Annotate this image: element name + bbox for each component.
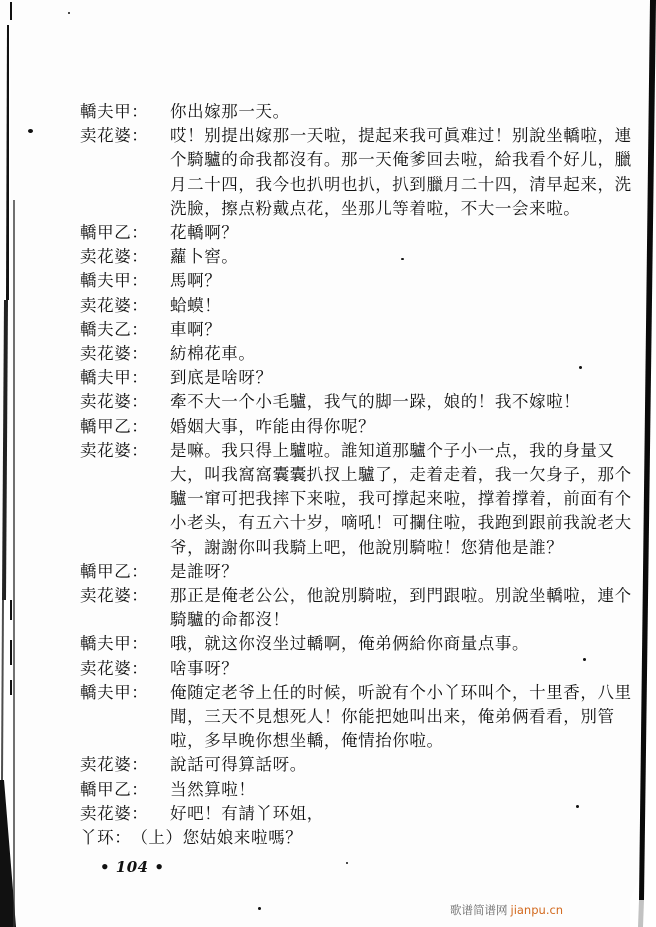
- speech-text: [170, 560, 625, 584]
- speech-row: 俺随定老爷上任的时候，听說有个小丫环叫个，十里香，八里: [170, 682, 632, 702]
- speech-text: [170, 753, 625, 777]
- scan-speck: [28, 129, 33, 133]
- speech-text: [170, 100, 625, 124]
- speaker-label: 轎甲乙：: [80, 416, 149, 436]
- speech-row: 好吧！有請丫环姐，: [170, 803, 324, 823]
- speech-row: 个騎驢的命我都沒有。那一天俺爹回去啦，給我看个好儿，臘: [170, 150, 632, 170]
- dialogue-line: [80, 100, 625, 124]
- dialogue-line: [80, 632, 625, 656]
- speech-row: 当然算啦！: [170, 779, 256, 799]
- speech-row: 爷，謝謝你叫我騎上吧，他說別騎啦！您猜他是誰？: [170, 537, 564, 557]
- speaker-label: 轎甲乙：: [80, 561, 149, 581]
- speaker-label: 轎夫甲：: [80, 682, 149, 702]
- dialogue-line: [80, 294, 625, 318]
- dialogue-line: [80, 221, 625, 245]
- speech-row: 哦，就这你沒坐过轎啊，俺弟俩給你商量点事。: [170, 634, 530, 654]
- speaker-label: 轎夫甲：: [80, 102, 149, 121]
- dialogue-line: [80, 439, 632, 560]
- dialogue-line: [80, 318, 625, 342]
- speech-row: 大，叫我窩窩囊囊扒扠上驢了，走着走着，我一欠身子，那个: [170, 465, 632, 485]
- dialogue-script: [80, 100, 632, 850]
- speech-row: 你出嫁那一天。: [170, 102, 290, 121]
- dialogue-line: [80, 778, 625, 802]
- dialogue-line: [80, 342, 625, 366]
- speech-row: 啦，多早晚你想坐轎，俺情抬你啦。: [170, 731, 444, 751]
- speaker-label: 轎甲乙：: [80, 779, 149, 799]
- speech-row: 啥事呀？: [170, 658, 239, 678]
- speech-row: 說話可得算話呀。: [170, 755, 307, 775]
- speaker-label: 卖花婆：: [80, 392, 149, 412]
- speech-row: 紡棉花車。: [170, 344, 256, 364]
- dialogue-line: [80, 269, 625, 293]
- dialogue-line: [80, 124, 632, 221]
- speech-row: 花轎啊？: [170, 223, 239, 243]
- speech-row: 聞，三天不見想死人！你能把她叫出来，俺弟俩看看，別管: [170, 707, 615, 727]
- speech-row: （上）您姑娘来啦嗎？: [131, 828, 303, 848]
- dialogue-line: [80, 681, 632, 754]
- speech-text: [170, 269, 625, 293]
- speaker-label: 卖花婆：: [80, 344, 149, 364]
- speech-row: 是誰呀？: [170, 561, 239, 581]
- scan-speck: [258, 907, 261, 910]
- speech-row: 蛤蟆！: [170, 295, 222, 315]
- speech-row: 是嘛。我只得上驢啦。誰知道那驢个子小一点，我的身量又: [170, 440, 615, 460]
- dialogue-line: [80, 584, 632, 632]
- speech-text: [170, 366, 625, 390]
- speech-row: 蘿卜窖。: [170, 247, 239, 267]
- dialogue-line: [80, 802, 625, 826]
- speaker-label: 卖花婆：: [80, 126, 149, 146]
- speaker-label: 轎夫甲：: [80, 634, 149, 654]
- dialogue-line: [80, 390, 625, 414]
- watermark-label: 歌谱简谱网: [450, 903, 508, 917]
- speech-text: [170, 245, 625, 269]
- speaker-label: 轎夫甲：: [80, 271, 149, 291]
- speaker-label: 轎夫乙：: [80, 319, 149, 339]
- speech-text: [170, 778, 625, 802]
- speech-text: [170, 124, 632, 221]
- speaker-label: 卖花婆：: [80, 755, 149, 775]
- speech-text: [131, 826, 625, 850]
- speech-row: 婚姻大事，咋能由得你呢？: [170, 416, 376, 436]
- scan-speck: [68, 12, 70, 14]
- speech-row: 馬啊？: [170, 271, 222, 291]
- speaker-label: 卖花婆：: [80, 803, 149, 823]
- speaker-label: 轎甲乙：: [80, 223, 149, 243]
- speech-row: 月二十四，我今也扒明也扒，扒到臘月二十四，清早起来，洗: [170, 174, 632, 194]
- speech-text: [170, 294, 625, 318]
- watermark: [450, 902, 563, 918]
- speech-row: 牽不大一个小毛驢，我气的脚一跺，娘的！我不嫁啦！: [170, 392, 581, 412]
- speech-row: 哎！别提出嫁那一天啦，提起来我可眞难过！别說坐轎啦，連: [170, 126, 632, 146]
- speech-text: [170, 342, 625, 366]
- speech-row: 洗臉，擦点粉戴点花，坐那儿等着啦，不大一会来啦。: [170, 198, 581, 218]
- speech-row: 小老头，有五六十岁，嘀吼！可攔住啦，我跑到跟前我說老大: [170, 513, 632, 533]
- speaker-label: 卖花婆：: [80, 658, 149, 678]
- dialogue-line: [80, 245, 625, 269]
- speaker-label: 卖花婆：: [80, 440, 149, 460]
- speech-row: 車啊？: [170, 319, 222, 339]
- speech-text: [170, 221, 625, 245]
- speech-text: [170, 318, 625, 342]
- speech-text: [170, 657, 625, 681]
- speech-text: [170, 681, 632, 754]
- dialogue-line: [80, 560, 625, 584]
- speech-row: 驢一窜可把我摔下来啦，我可撑起来啦，撑着撑着，前面有个: [170, 489, 632, 509]
- watermark-site: jianpu.cn: [510, 903, 564, 917]
- speech-text: [170, 415, 625, 439]
- scan-speck: [346, 862, 348, 864]
- dialogue-line: [80, 415, 625, 439]
- speech-text: [170, 390, 625, 414]
- dialogue-line: [80, 657, 625, 681]
- speech-row: 那正是俺老公公，他說別騎啦，到門跟啦。別說坐轎啦，連个: [170, 586, 632, 606]
- speaker-label: 卖花婆：: [80, 586, 149, 606]
- speaker-label: 卖花婆：: [80, 247, 149, 267]
- speech-row: 騎驢的命都沒！: [170, 610, 290, 630]
- speech-text: [170, 632, 625, 656]
- speech-text: [170, 802, 625, 826]
- speech-text: [170, 439, 632, 560]
- left-scan-edge: [0, 0, 60, 927]
- speaker-label: 卖花婆：: [80, 295, 149, 315]
- dialogue-line: [80, 366, 625, 390]
- speaker-label: 轎夫甲：: [80, 368, 149, 388]
- dialogue-line: [80, 753, 625, 777]
- speech-row: 到底是啥呀？: [170, 368, 273, 388]
- page-number: • 104 •: [100, 858, 165, 876]
- speech-text: [170, 584, 632, 632]
- dialogue-line: [80, 826, 625, 850]
- speaker-label: 丫环：: [80, 828, 132, 848]
